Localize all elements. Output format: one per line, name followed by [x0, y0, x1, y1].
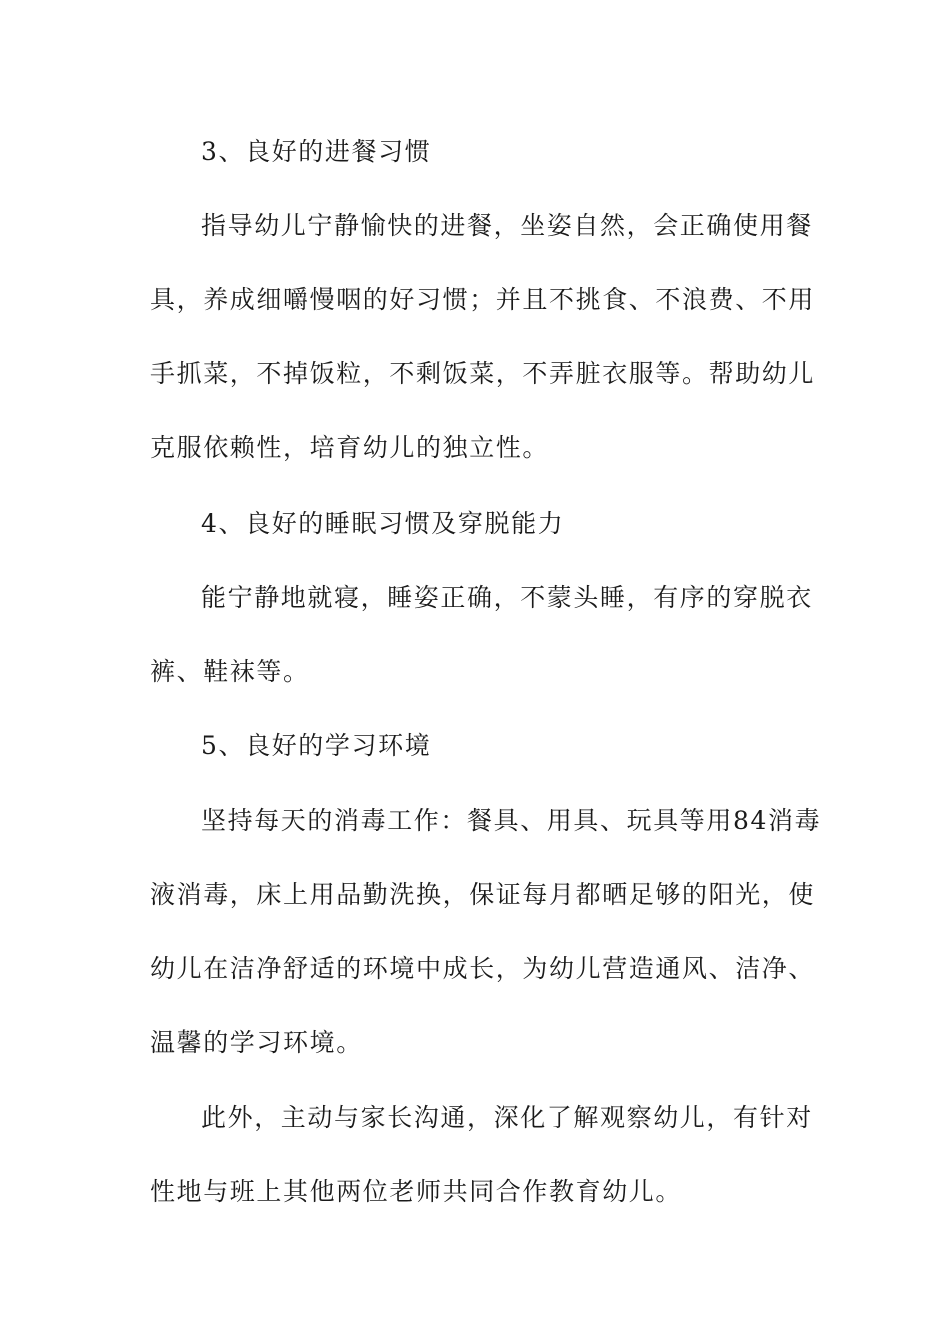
heading-sleep-habits: 4、良好的睡眠习惯及穿脱能力	[201, 509, 565, 538]
paragraph-line: 性地与班上其他两位老师共同合作教育幼儿。	[150, 1177, 683, 1206]
paragraph-line: 温馨的学习环境。	[150, 1028, 363, 1057]
paragraph-line: 裤、鞋袜等。	[150, 657, 310, 686]
paragraph-line: 能宁静地就寝，睡姿正确，不蒙头睡，有序的穿脱衣	[201, 583, 813, 612]
paragraph-line: 幼儿在洁净舒适的环境中成长，为幼儿营造通风、洁净、	[150, 954, 816, 983]
paragraph-line: 液消毒，床上用品勤洗换，保证每月都晒足够的阳光，使	[150, 880, 816, 909]
heading-eating-habits: 3、良好的进餐习惯	[201, 137, 432, 166]
paragraph-line: 手抓菜，不掉饭粒，不剩饭菜，不弄脏衣服等。帮助幼儿	[150, 359, 816, 388]
paragraph-line: 此外，主动与家长沟通，深化了解观察幼儿，有针对	[201, 1103, 813, 1132]
paragraph-line: 克服依赖性，培育幼儿的独立性。	[150, 433, 550, 462]
paragraph-line: 具，养成细嚼慢咽的好习惯；并且不挑食、不浪费、不用	[150, 285, 816, 314]
heading-learning-environment: 5、良好的学习环境	[201, 731, 432, 760]
paragraph-line: 坚持每天的消毒工作：餐具、用具、玩具等用84消毒	[201, 806, 822, 835]
paragraph-line: 指导幼儿宁静愉快的进餐，坐姿自然，会正确使用餐	[201, 211, 813, 240]
